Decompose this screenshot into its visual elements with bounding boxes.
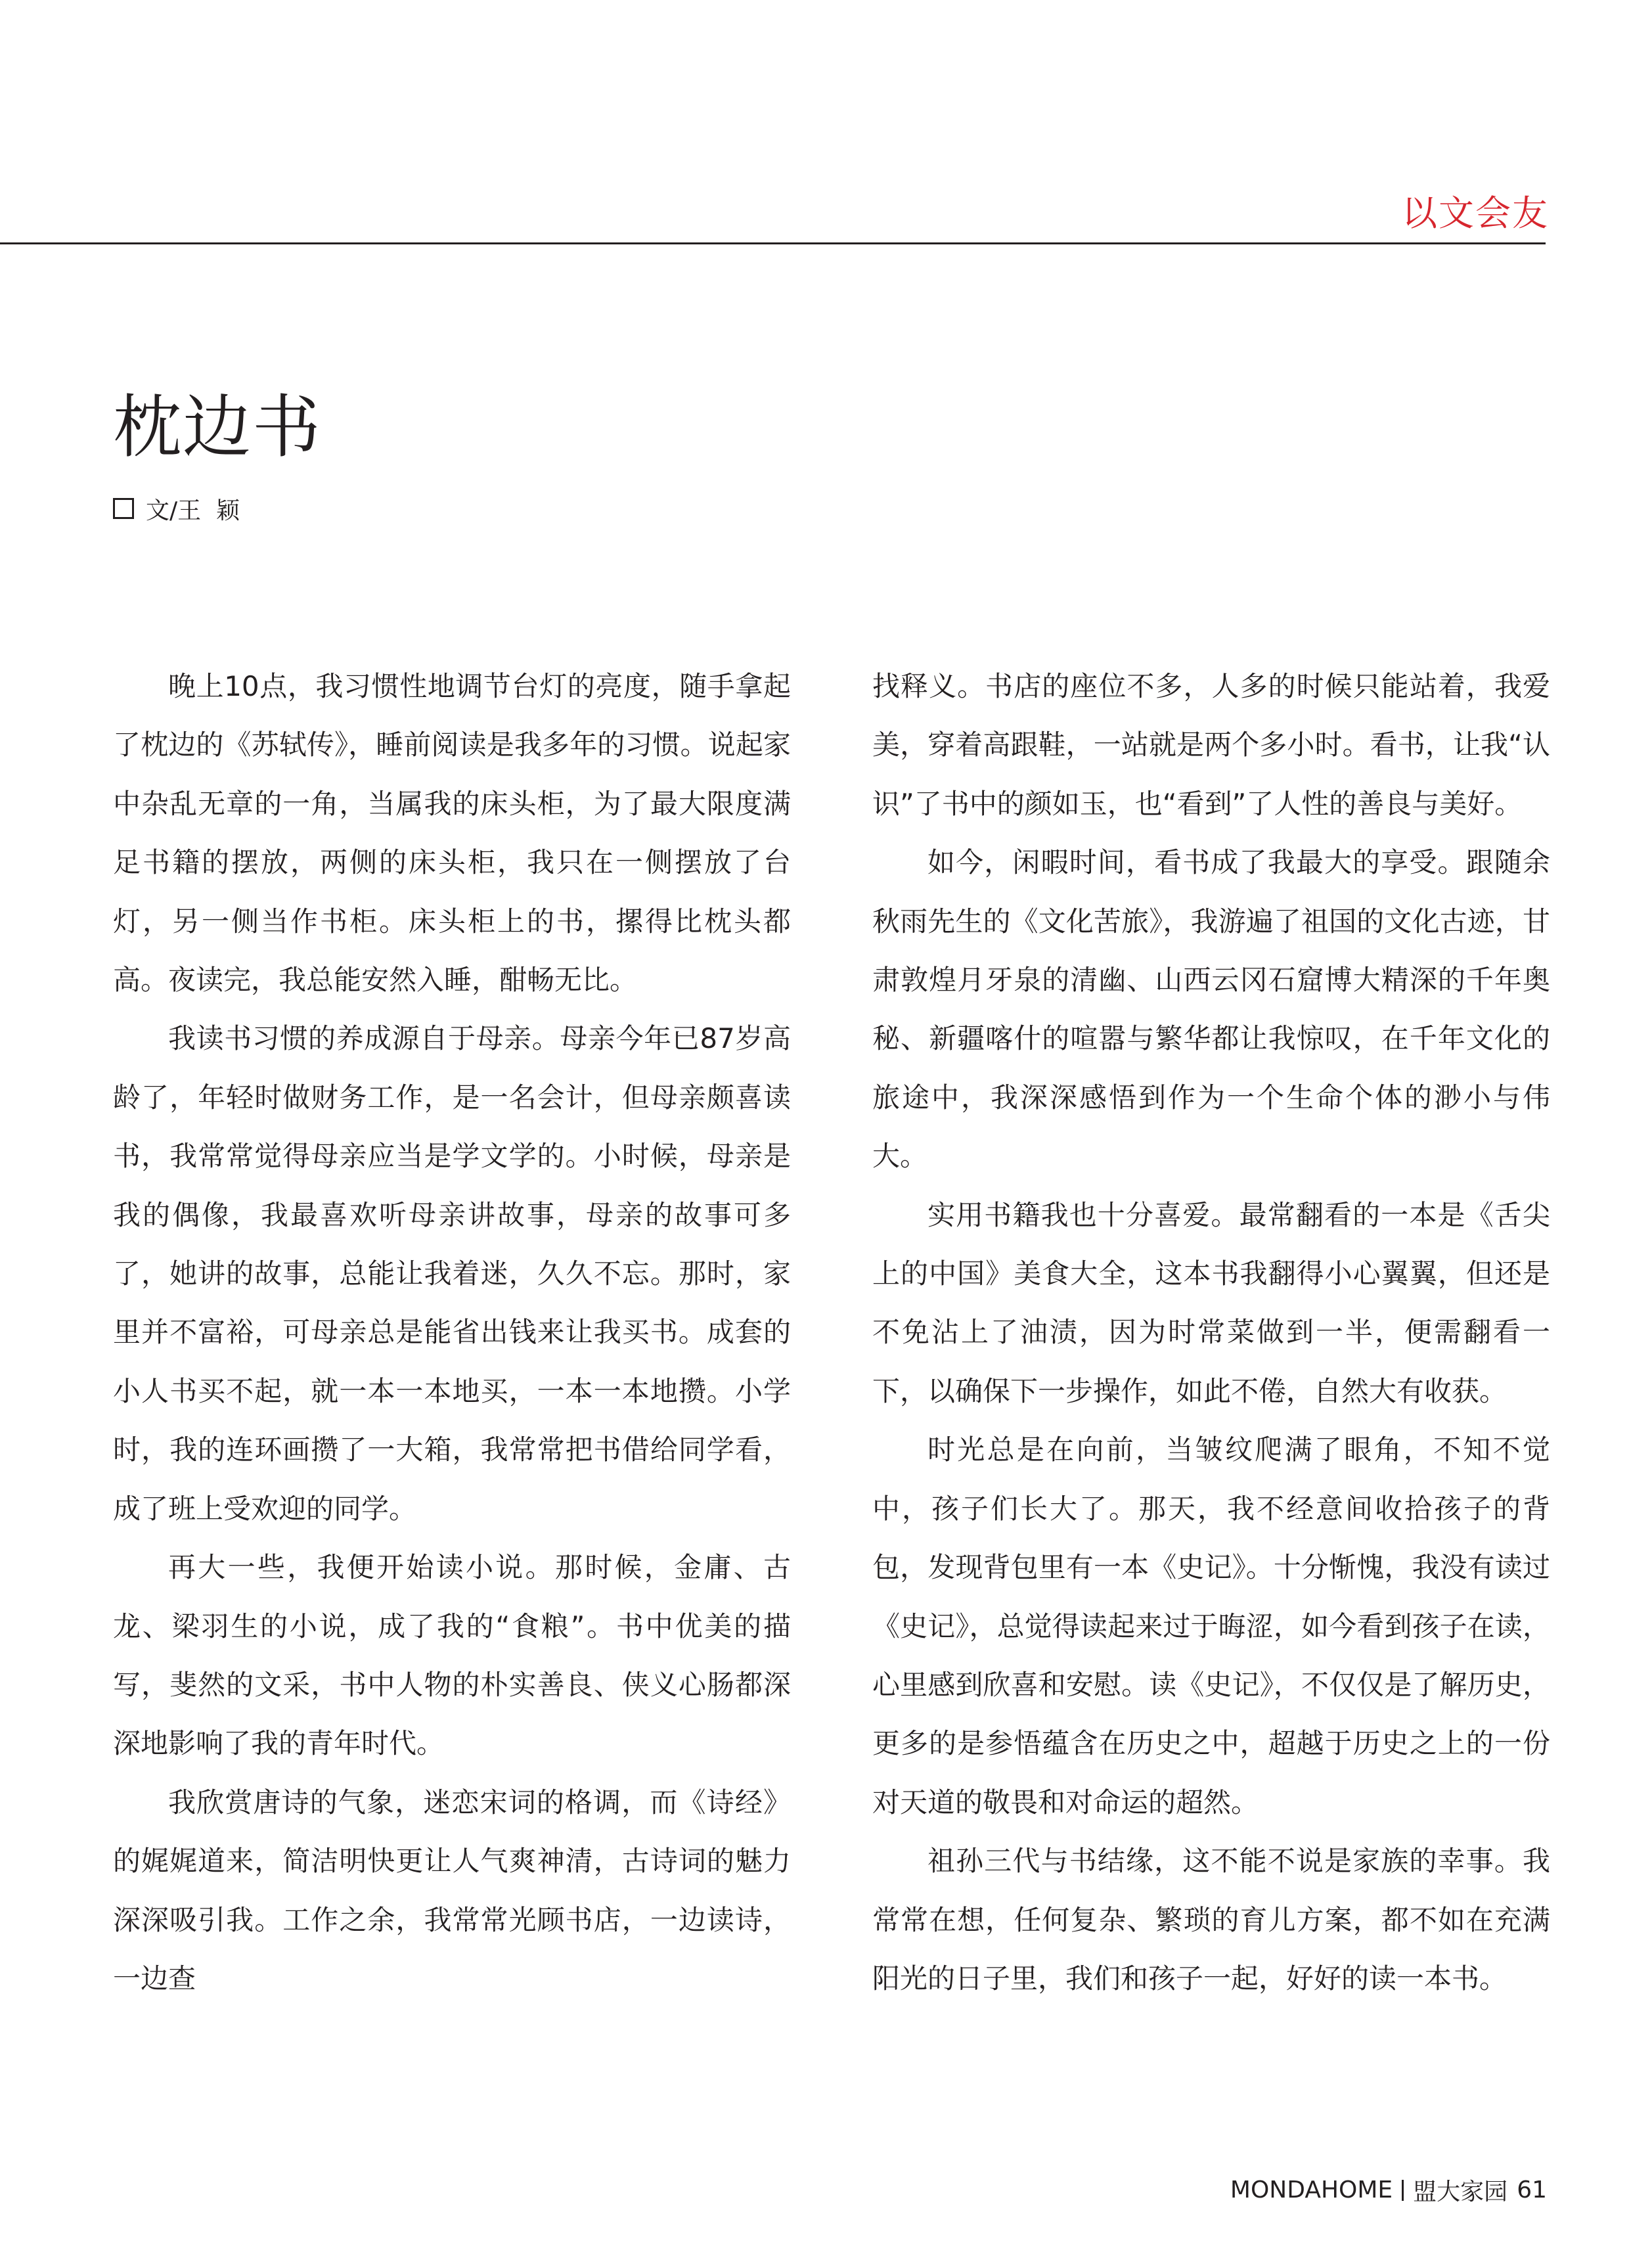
paragraph: 时光总是在向前，当皱纹爬满了眼角，不知不觉中，孩子们长大了。那天，我不经意间收拾孩子的背包，发现背包里有一本《史记》。十分惭愧，我没有读过《史记》，总觉得读起来过于晦涩，如今看到孩子在读，心里感到欣喜和安慰。读《史记》，不仅仅是了解历史，更多的是参悟蕴含在历史之中，超越于历史之上的一份对天道的敬畏和对命运的超然。: [872, 1434, 1550, 1818]
paragraph: 实用书籍我也十分喜爱。最常翻看的一本是《舌尖上的中国》美食大全，这本书我翻得小心翼翼，但还是不免沾上了油渍，因为时常菜做到一半，便需翻看一下，以确保下一步操作，如此不倦，自然大有收获。: [872, 1198, 1550, 1407]
byline-author: 文/王 颖: [146, 497, 240, 524]
header-divider: [0, 242, 1546, 244]
byline-box-icon: [113, 498, 134, 519]
paragraph: 我读书习惯的养成源自于母亲。母亲今年已87岁高龄了，年轻时做财务工作，是一名会计，但母亲颇喜读书，我常常觉得母亲应当是学文学的。小时候，母亲是我的偶像，我最喜欢听母亲讲故事，母亲的故事可多了，她讲的故事，总能让我着迷，久久不忘。那时，家里并不富裕，可母亲总是能省出钱来让我买书。成套的小人书买不起，就一本一本地买，一本一本地攒。小学时，我的连环画攒了一大箱，我常常把书借给同学看，成了班上受欢迎的同学。: [113, 1022, 791, 1525]
magazine-name-cn: 盟大家园: [1413, 2179, 1508, 2205]
paragraph-continued: 找释义。书店的座位不多，人多的时候只能站着，我爱美，穿着高跟鞋，一站就是两个多小时。看书，让我“认识”了书中的颜如玉，也“看到”了人性的善良与美好。: [872, 670, 1550, 820]
article-column-right: [872, 657, 1550, 2008]
page-number: 61: [1517, 2177, 1547, 2203]
article-column-left: [113, 657, 791, 2008]
paragraph: 晚上10点，我习惯性地调节台灯的亮度，随手拿起了枕边的《苏轼传》，睡前阅读是我多年的习惯。说起家中杂乱无章的一角，当属我的床头柜，为了最大限度满足书籍的摆放，两侧的床头柜，我只在一侧摆放了台灯，另一侧当作书柜。床头柜上的书，摞得比枕头都高。夜读完，我总能安然入睡，酣畅无比。: [113, 670, 791, 997]
byline: [113, 494, 240, 523]
paragraph: 如今，闲暇时间，看书成了我最大的享受。跟随余秋雨先生的《文化苦旅》，我游遍了祖国的文化古迹，甘肃敦煌月牙泉的清幽、山西云冈石窟博大精深的千年奥秘、新疆喀什的喧嚣与繁华都让我惊叹，在千年文化的旅途中，我深深感悟到作为一个生命个体的渺小与伟大。: [872, 846, 1550, 1173]
article-title: 枕边书: [113, 387, 323, 467]
magazine-name-en: MONDAHOME: [1230, 2177, 1393, 2203]
paragraph: 再大一些，我便开始读小说。那时候，金庸、古龙、梁羽生的小说，成了我的“食粮”。书中优美的描写，斐然的文采，书中人物的朴实善良、侠义心肠都深深地影响了我的青年时代。: [113, 1551, 791, 1760]
paragraph: 我欣赏唐诗的气象，迷恋宋词的格调，而《诗经》的娓娓道来，简洁明快更让人气爽神清，古诗词的魅力深深吸引我。工作之余，我常常光顾书店，一边读诗，一边查: [113, 1786, 791, 1995]
paragraph: 祖孙三代与书结缘，这不能不说是家族的幸事。我常常在想，任何复杂、繁琐的育儿方案，都不如在充满阳光的日子里，我们和孩子一起，好好的读一本书。: [872, 1845, 1550, 1995]
footer-separator: [1402, 2180, 1404, 2201]
section-tag: 以文会友: [1402, 192, 1549, 234]
page-footer: [1230, 2173, 1547, 2207]
